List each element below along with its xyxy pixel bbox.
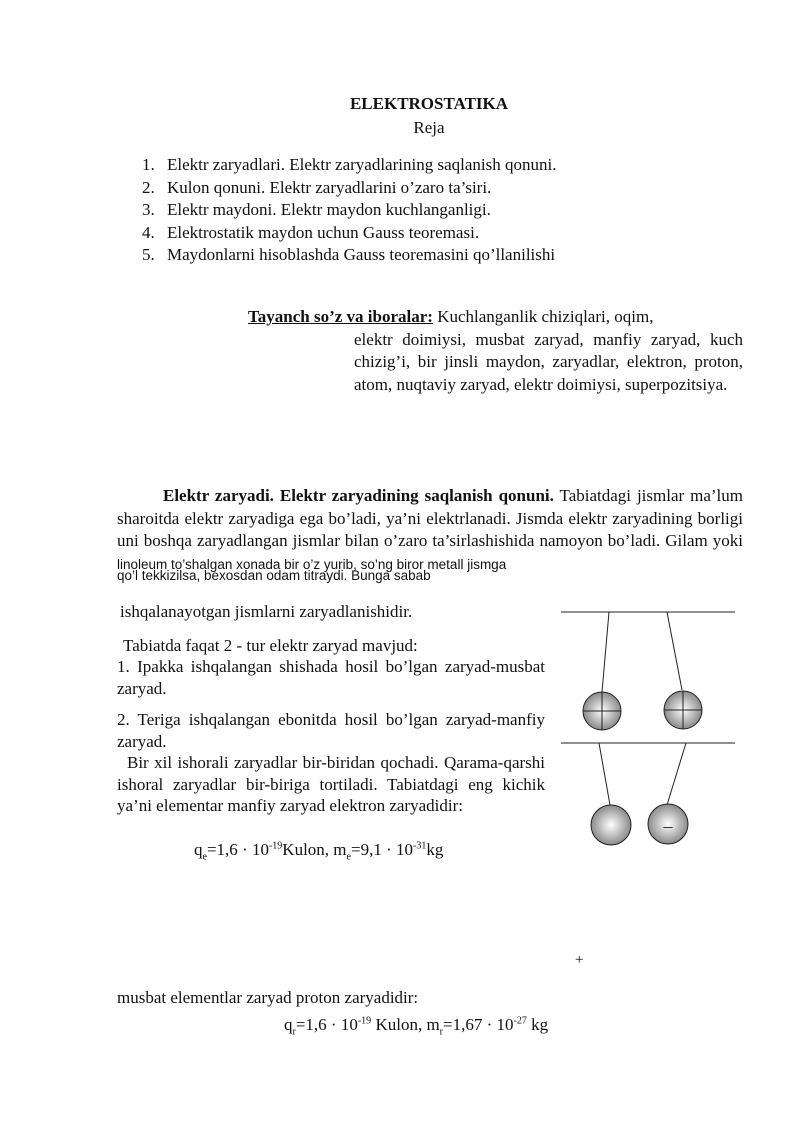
plan-list	[142, 154, 556, 267]
plan-item	[142, 177, 556, 200]
section-heading: Elektr zaryadi. Elektr zaryadining saqlanish qonuni.	[163, 486, 554, 505]
pendulum-figure	[555, 600, 745, 850]
formula-unit: kg	[426, 840, 444, 859]
list-item: 2. Teriga ishqalangan ebonitda hosil bo’lgan zaryad-manfiy zaryad.	[117, 710, 545, 751]
plan-item-text: Maydonlarni hisoblashda Gauss teoremasini qo’llanilishi	[167, 245, 556, 264]
plan-item-text: Elektr maydoni. Elektr maydon kuchlanganligi.	[167, 200, 491, 219]
formula-subscript: e	[202, 851, 207, 863]
formula-subscript: r	[439, 1026, 444, 1038]
plan-item-text: Elektr zaryadlari. Elektr zaryadlarining saqlanish qonuni.	[167, 155, 557, 174]
minus-sign: –	[663, 816, 673, 836]
text-line: Tabiatda faqat 2 - tur elektr zaryad mavjud:	[123, 636, 418, 655]
formula-subscript: e	[346, 851, 351, 863]
positive-ball	[664, 691, 702, 729]
formula-value: =1,6 · 10	[206, 840, 269, 859]
page-title: ELEKTROSTATIKA	[349, 94, 509, 113]
keywords-heading: Tayanch so’z va iboralar:	[248, 307, 433, 326]
section-body: Tabiatdagi jismlar ma’lum sharoitda elektr zaryadiga ega bo’ladi, ya’ni elektrlanadi. Jismda elektr zaryadining borligi uni boshqa zaryadlangan jismlar bilan o’zaro ta’sirlashishida namoyon bo’ladi. Gilam yoki	[117, 486, 743, 550]
negative-ball	[648, 804, 688, 844]
plan-item	[142, 244, 556, 267]
section-body-sans-line2: qo’l tekkizilsa, bexosdan odam titraydi. Bunga sabab	[117, 568, 431, 583]
plan-item-number: 1.	[142, 155, 155, 174]
plan-item-number: 2.	[142, 177, 155, 197]
text-paragraph: Bir xil ishorali zaryadlar bir-biridan qochadi. Qarama-qarshi ishoral zaryadlar bir-biriga tortiladi. Tabiatdagi eng kichik ya’ni elementar manfiy zaryad elektron zaryadidir:	[117, 753, 545, 815]
proton-formula	[284, 1015, 548, 1037]
keywords-block	[248, 306, 743, 396]
neutral-ball	[591, 805, 631, 845]
plus-sign: +	[575, 952, 584, 968]
formula-value: =1,6 · 10	[295, 1015, 358, 1034]
formula-value: =1,67 · 10	[443, 1015, 514, 1034]
plan-item	[142, 199, 556, 222]
thread-line	[602, 612, 609, 692]
formula-unit: kg	[526, 1015, 549, 1034]
list-item: 1. Ipakka ishqalangan shishada hosil bo’lgan zaryad-musbat zaryad.	[117, 657, 545, 698]
plan-item-text: Kulon qonuni. Elektr zaryadlarini o’zaro ta’siri.	[167, 177, 492, 197]
section-body-sans: linoleum to’shalgan xonada bir o’z yurib, so’ng biror metall jismga	[117, 556, 507, 572]
formula-unit: Kulon, m	[371, 1015, 440, 1034]
section-paragraph	[117, 485, 743, 576]
thread-line	[667, 743, 686, 805]
formula-exponent: -31	[412, 840, 427, 852]
positive-ball	[583, 692, 621, 730]
thread-line	[599, 743, 610, 805]
page-subtitle: Reja	[413, 118, 445, 137]
plan-item	[142, 222, 556, 245]
text-line: ishqalanayotgan jismlarni zaryadlanishidir.	[120, 602, 413, 621]
formula-symbol: q	[194, 840, 203, 859]
plan-item-number: 3.	[142, 200, 155, 219]
formula-exponent: -19	[357, 1015, 372, 1027]
plan-item-number: 5.	[142, 245, 155, 264]
plan-item-number: 4.	[142, 222, 155, 242]
formula-unit: Kulon, m	[282, 840, 347, 859]
formula-subscript: r	[292, 1026, 296, 1038]
keywords-list: elektr doimiysi, musbat zaryad, manfiy zaryad, kuch chizig’i, bir jinsli maydon, zaryadlar, elektron, proton, atom, nuqtaviy zaryad, elektr doimiysi, superpozitsiya.	[354, 329, 743, 394]
formula-symbol: q	[284, 1015, 293, 1034]
plan-item	[142, 154, 556, 177]
thread-line	[667, 612, 682, 690]
electron-formula	[194, 840, 443, 862]
tail-text: musbat elementlar zaryad proton zaryadidir:	[117, 988, 419, 1007]
formula-exponent: -27	[513, 1015, 527, 1027]
plan-item-text: Elektrostatik maydon uchun Gauss teoremasi.	[167, 222, 480, 242]
keywords-first-line: Kuchlanganlik chiziqlari, oqim,	[432, 307, 654, 326]
formula-value: =9,1 · 10	[350, 840, 413, 859]
formula-exponent: -19	[268, 840, 283, 852]
